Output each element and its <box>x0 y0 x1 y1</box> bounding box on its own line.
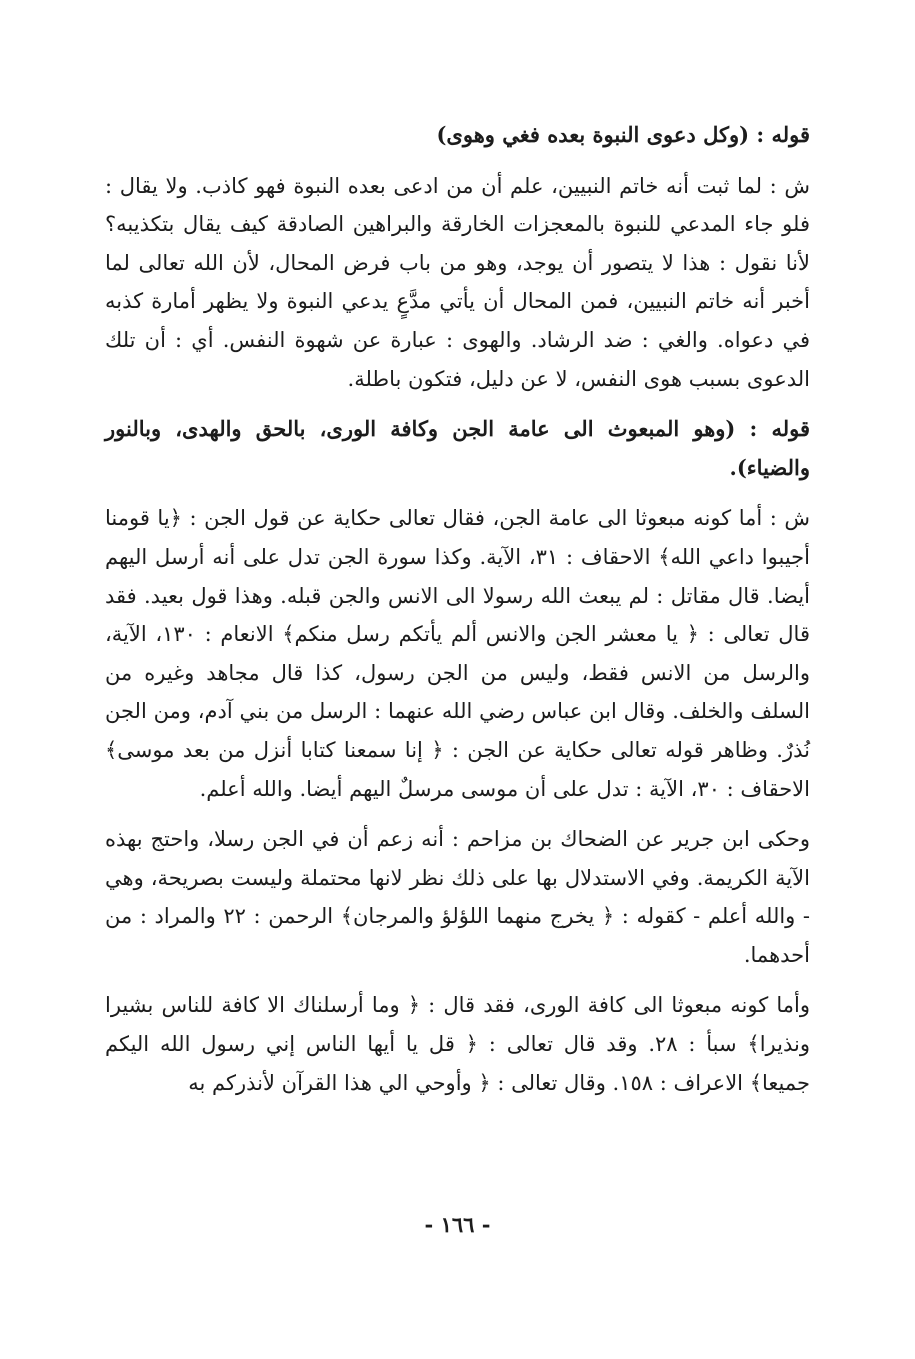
body-paragraph-4 <box>105 986 810 1102</box>
heading-paragraph-2 <box>105 410 810 487</box>
paragraph-text: (وكل دعوى النبوة بعده فغي وهوى) <box>436 122 750 147</box>
paragraph-lead: قوله : <box>735 416 811 442</box>
body-paragraph-1 <box>105 167 810 399</box>
paragraph-lead: قوله : <box>749 122 810 147</box>
paragraph-text: وحكى ابن جرير عن الضحاك بن مزاحم : أنه زعم أن في الجن رسلا، واحتج بهذه الآية الكريمة. وفي الاستدلال بها على ذلك نظر لانها محتملة وليست بصريحة، وهي - والله أعلم - كقوله : ﴿ يخرج منهما اللؤلؤ والمرجان﴾ الرحمن : ٢٢ والمراد : من أحدهما. <box>105 827 811 967</box>
paragraph-text: ش : أما كونه مبعوثا الى عامة الجن، فقال تعالى حكاية عن قول الجن : ﴿يا قومنا أجيبوا داعي الله﴾ الاحقاف : ٣١، الآية. وكذا سورة الجن تدل على أنه أرسل اليهم أيضا. قال مقاتل : لم يبعث الله رسولا الى الانس والجن قبله. وهذا قول بعيد. فقد قال تعالى : ﴿ يا معشر الجن والانس ألم يأتكم رسل منكم﴾ الانعام : ١٣٠، الآية، والرسل من الانس فقط، وليس من الجن رسول، كذا قال مجاهد وغيره من السلف والخلف. وقال ابن عباس رضي الله عنهما : الرسل من بني آدم، ومن الجن نُذرٌ. وظاهر قوله تعالى حكاية عن الجن : ﴿ إنا سمعنا كتابا أنزل من بعد موسى﴾ الاحقاف : ٣٠، الآية : تدل على أن موسى مرسلٌ اليهم أيضا. والله أعلم. <box>105 506 810 801</box>
body-paragraph-3 <box>105 820 810 974</box>
paragraph-text: ش : لما ثبت أنه خاتم النبيين، علم أن من ادعى بعده النبوة فهو كاذب. ولا يقال : فلو جاء المدعي للنبوة بالمعجزات الخارقة والبراهين الصادقة كيف يقال بتكذيبه؟ لأنا نقول : هذا لا يتصور أن يوجد، وهو من باب فرض المحال، لأن الله تعالى لما أخبر أنه خاتم النبيين، فمن المحال أن يأتي مدَّعٍ يدعي النبوة ولا يظهر أمارة كذبه في دعواه. والغي : ضد الرشاد. والهوى : عبارة عن شهوة النفس. أي : أن تلك الدعوى بسبب هوى النفس، لا عن دليل، فتكون باطلة. <box>105 173 810 391</box>
heading-paragraph-1 <box>105 116 810 155</box>
body-paragraph-2 <box>105 499 810 808</box>
page-number: - ١٦٦ - <box>424 1212 491 1237</box>
paragraph-text: وأما كونه مبعوثا الى كافة الورى، فقد قال : ﴿ وما أرسلناك الا كافة للناس بشيرا ونذيرا﴾ سبأ : ٢٨. وقد قال تعالى : ﴿ قل يا أيها الناس إني رسول الله اليكم جميعا﴾ الاعراف : ١٥٨. وقال تعالى : ﴿ وأوحي الي هذا القرآن لأنذركم به <box>105 993 810 1095</box>
paragraph-text: (وهو المبعوث الى عامة الجن وكافة الورى، بالحق والهدى، وبالنور والضياء). <box>105 416 810 480</box>
